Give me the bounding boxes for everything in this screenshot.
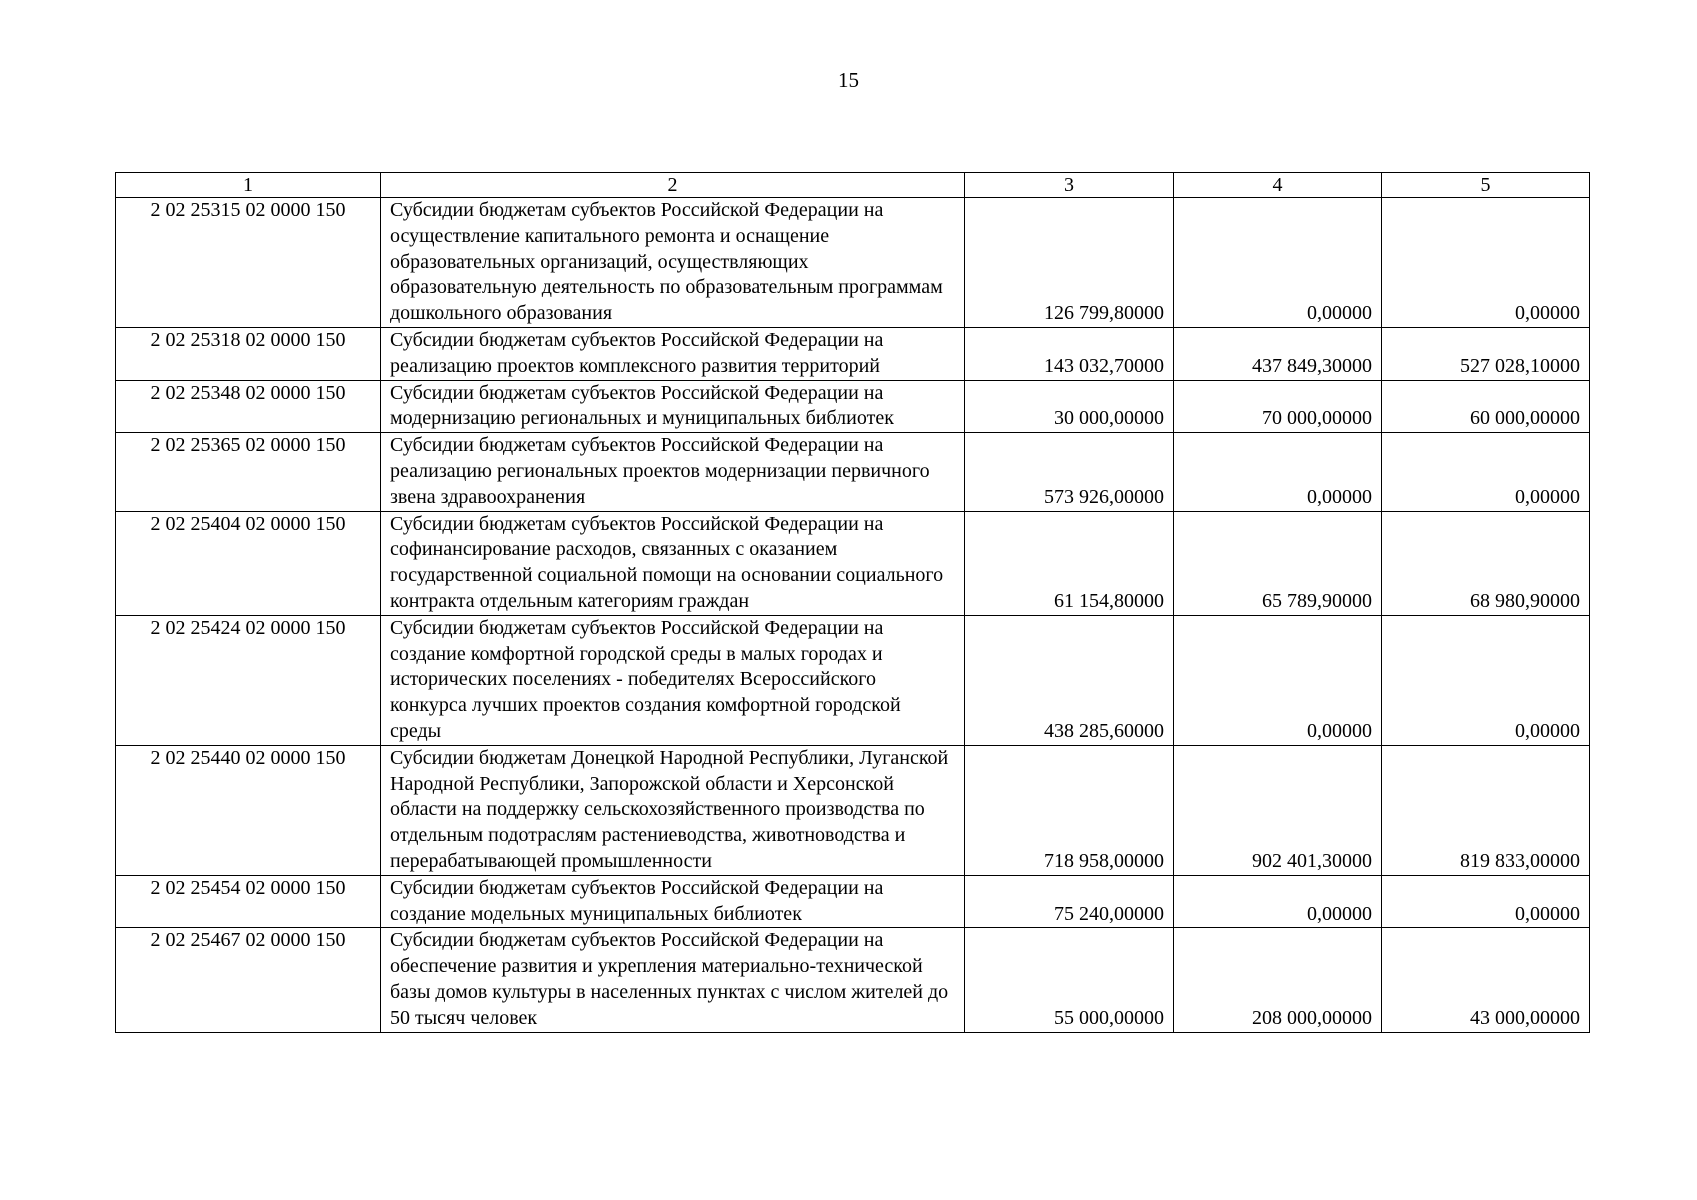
- column-header: 5: [1382, 173, 1590, 198]
- amount-col5: 527 028,10000: [1382, 327, 1590, 380]
- budget-code: 2 02 25424 02 0000 150: [116, 615, 381, 745]
- amount-col5: 819 833,00000: [1382, 745, 1590, 875]
- table-row: [116, 875, 1590, 928]
- table-row: [116, 615, 1590, 745]
- column-header: 4: [1174, 173, 1382, 198]
- amount-col5: 0,00000: [1382, 433, 1590, 511]
- amount-col4: 0,00000: [1174, 615, 1382, 745]
- table-row: [116, 327, 1590, 380]
- amount-col4: 208 000,00000: [1174, 928, 1382, 1032]
- budget-code: 2 02 25348 02 0000 150: [116, 380, 381, 433]
- amount-col3: 573 926,00000: [965, 433, 1174, 511]
- budget-code: 2 02 25315 02 0000 150: [116, 198, 381, 328]
- table-row: [116, 511, 1590, 615]
- budget-code: 2 02 25318 02 0000 150: [116, 327, 381, 380]
- table-row: [116, 745, 1590, 875]
- column-header: 3: [965, 173, 1174, 198]
- amount-col5: 0,00000: [1382, 615, 1590, 745]
- amount-col4: 0,00000: [1174, 875, 1382, 928]
- budget-code: 2 02 25365 02 0000 150: [116, 433, 381, 511]
- column-header: 2: [381, 173, 965, 198]
- amount-col3: 30 000,00000: [965, 380, 1174, 433]
- page-number: 15: [838, 68, 859, 92]
- description: Субсидии бюджетам субъектов Российской Федерации на создание комфортной городской среды в малых городах и исторических поселениях - победителях Всероссийского конкурса лучших проектов создания комфортной городской среды: [381, 615, 965, 745]
- table-header-row: [116, 173, 1590, 198]
- amount-col5: 43 000,00000: [1382, 928, 1590, 1032]
- budget-code: 2 02 25440 02 0000 150: [116, 745, 381, 875]
- table-row: [116, 198, 1590, 328]
- table-row: [116, 380, 1590, 433]
- amount-col4: 902 401,30000: [1174, 745, 1382, 875]
- table-row: [116, 433, 1590, 511]
- description: Субсидии бюджетам субъектов Российской Федерации на реализацию региональных проектов модернизации первичного звена здравоохранения: [381, 433, 965, 511]
- budget-code: 2 02 25454 02 0000 150: [116, 875, 381, 928]
- description: Субсидии бюджетам субъектов Российской Федерации на софинансирование расходов, связанных с оказанием государственной социальной помощи на основании социального контракта отдельным категориям граждан: [381, 511, 965, 615]
- amount-col5: 0,00000: [1382, 875, 1590, 928]
- amount-col3: 61 154,80000: [965, 511, 1174, 615]
- table-row: [116, 928, 1590, 1032]
- amount-col3: 143 032,70000: [965, 327, 1174, 380]
- description: Субсидии бюджетам субъектов Российской Федерации на обеспечение развития и укрепления материально-технической базы домов культуры в населенных пунктах с числом жителей до 50 тысяч человек: [381, 928, 965, 1032]
- amount-col5: 0,00000: [1382, 198, 1590, 328]
- amount-col3: 55 000,00000: [965, 928, 1174, 1032]
- budget-code: 2 02 25467 02 0000 150: [116, 928, 381, 1032]
- amount-col3: 718 958,00000: [965, 745, 1174, 875]
- amount-col5: 68 980,90000: [1382, 511, 1590, 615]
- description: Субсидии бюджетам Донецкой Народной Республики, Луганской Народной Республики, Запорожской области и Херсонской области на поддержку сельскохозяйственного производства по отдельным подотраслям растениеводства, животноводства и перерабатывающей промышленности: [381, 745, 965, 875]
- amount-col4: 70 000,00000: [1174, 380, 1382, 433]
- budget-table: [115, 172, 1590, 1033]
- budget-code: 2 02 25404 02 0000 150: [116, 511, 381, 615]
- description: Субсидии бюджетам субъектов Российской Федерации на создание модельных муниципальных библиотек: [381, 875, 965, 928]
- amount-col4: 437 849,30000: [1174, 327, 1382, 380]
- description: Субсидии бюджетам субъектов Российской Федерации на реализацию проектов комплексного развития территорий: [381, 327, 965, 380]
- description: Субсидии бюджетам субъектов Российской Федерации на модернизацию региональных и муниципальных библиотек: [381, 380, 965, 433]
- amount-col3: 126 799,80000: [965, 198, 1174, 328]
- amount-col4: 0,00000: [1174, 433, 1382, 511]
- amount-col4: 65 789,90000: [1174, 511, 1382, 615]
- amount-col4: 0,00000: [1174, 198, 1382, 328]
- description: Субсидии бюджетам субъектов Российской Федерации на осуществление капитального ремонта и оснащение образовательных организаций, осуществляющих образовательную деятельность по образовательным программам дошкольного образования: [381, 198, 965, 328]
- column-header: 1: [116, 173, 381, 198]
- amount-col3: 438 285,60000: [965, 615, 1174, 745]
- amount-col3: 75 240,00000: [965, 875, 1174, 928]
- amount-col5: 60 000,00000: [1382, 380, 1590, 433]
